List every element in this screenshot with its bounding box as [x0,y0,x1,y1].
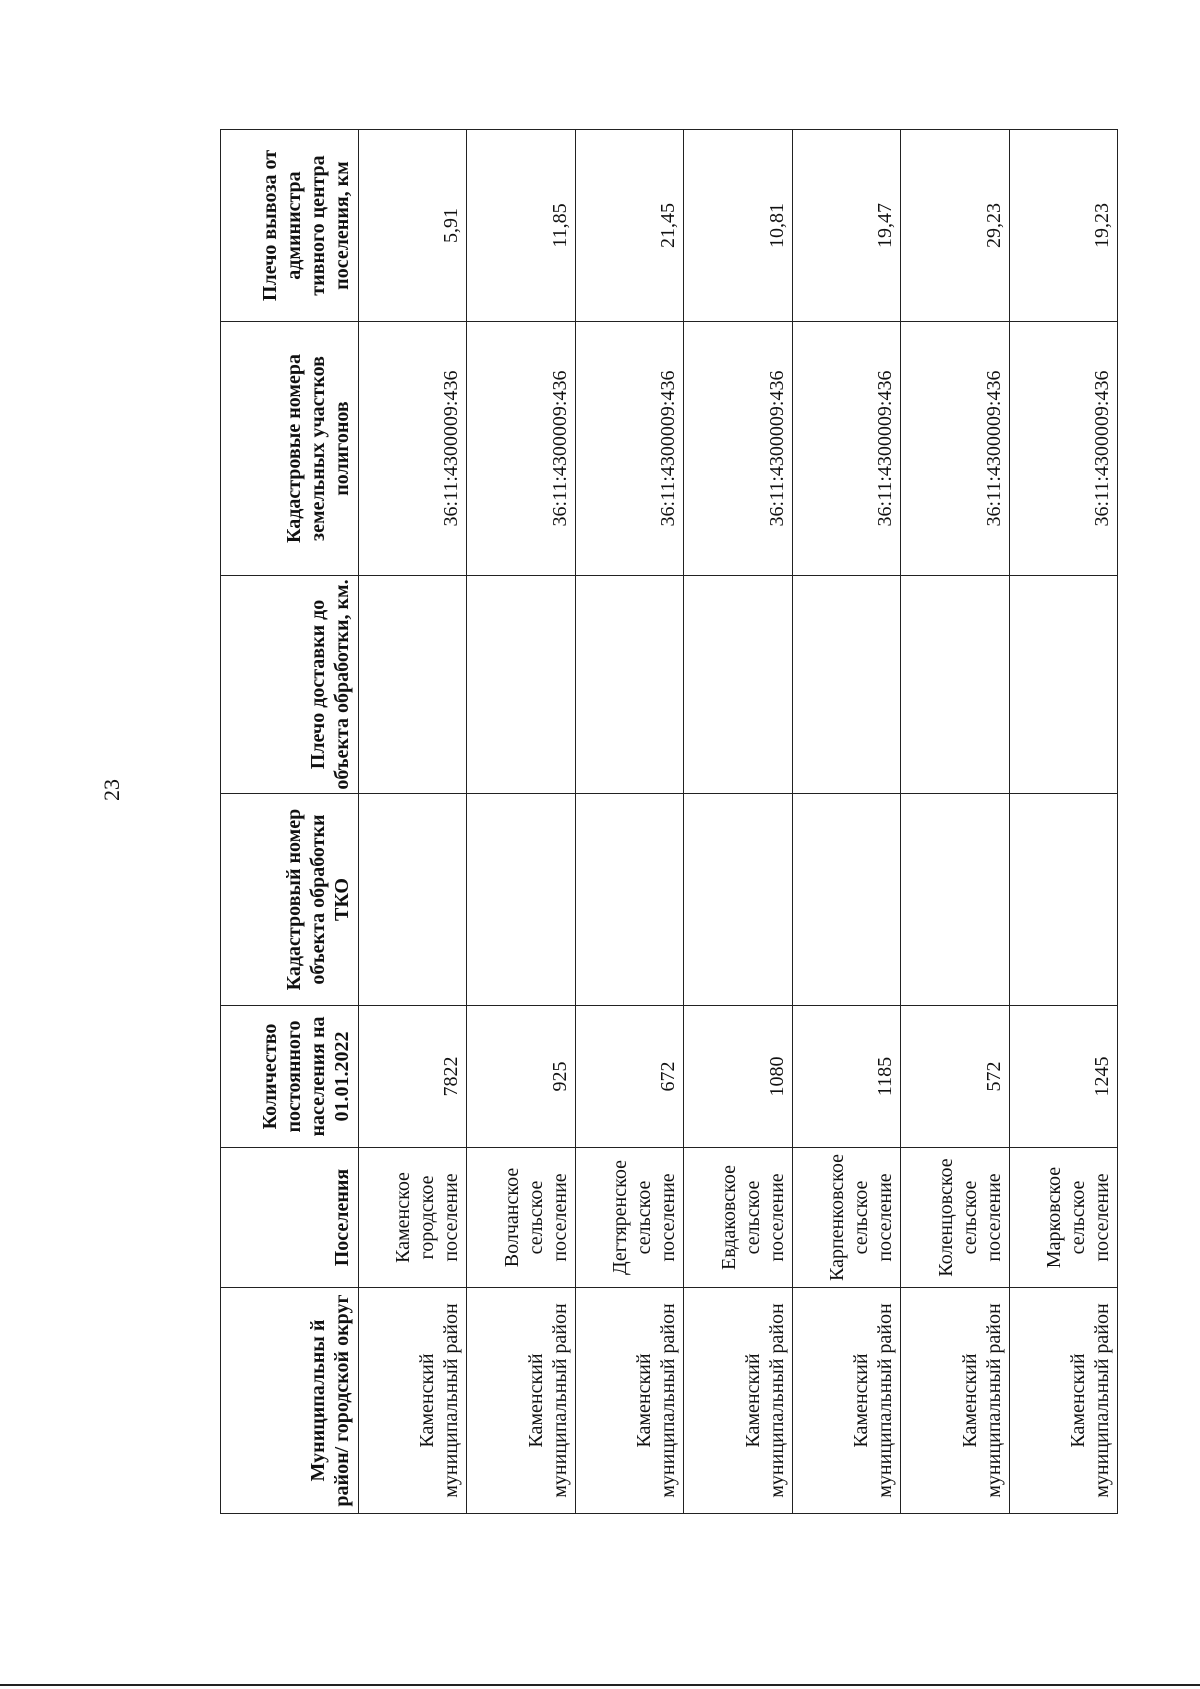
page-bottom-rule [0,1684,1200,1686]
header-district: Муниципальны й район/ городской округ [221,1288,359,1514]
cell-population: 1080 [684,1006,792,1148]
cell-removal-distance: 11,85 [467,130,575,322]
cell-removal-distance: 19,47 [792,130,900,322]
cell-landfill-cadastral: 36:11:4300009:436 [467,322,575,576]
cell-district: Каменский муниципальный район [684,1288,792,1514]
cell-landfill-cadastral: 36:11:4300009:436 [684,322,792,576]
table-row [1009,130,1117,1514]
page-number: 23 [99,779,124,801]
cell-delivery-distance [684,576,792,794]
cell-settlement: Карпенковское сельское поселение [792,1148,900,1288]
cell-cadastral-processing [1009,794,1117,1006]
cell-cadastral-processing [792,794,900,1006]
cell-population: 1185 [792,1006,900,1148]
cell-settlement: Коленцовское сельское поселение [901,1148,1009,1288]
cell-cadastral-processing [684,794,792,1006]
cell-population: 1245 [1009,1006,1117,1148]
cell-settlement: Волчанское сельское поселение [467,1148,575,1288]
header-landfill-cadastral: Кадастровые номера земельных участков полигонов [221,322,359,576]
cell-district: Каменский муниципальный район [467,1288,575,1514]
cell-district: Каменский муниципальный район [792,1288,900,1514]
table-container [220,130,1118,1514]
cell-cadastral-processing [575,794,683,1006]
cell-district: Каменский муниципальный район [901,1288,1009,1514]
cell-landfill-cadastral: 36:11:4300009:436 [575,322,683,576]
cell-district: Каменский муниципальный район [575,1288,683,1514]
table-header-row [221,130,359,1514]
cell-delivery-distance [359,576,467,794]
cell-settlement: Евдаковское сельское поселение [684,1148,792,1288]
cell-population: 925 [467,1006,575,1148]
cell-population: 572 [901,1006,1009,1148]
cell-delivery-distance [792,576,900,794]
cell-population: 672 [575,1006,683,1148]
cell-settlement: Дегтяренское сельское поселение [575,1148,683,1288]
cell-delivery-distance [467,576,575,794]
table-row [901,130,1009,1514]
cell-delivery-distance [1009,576,1117,794]
cell-removal-distance: 10,81 [684,130,792,322]
table-row [359,130,467,1514]
cell-landfill-cadastral: 36:11:4300009:436 [1009,322,1117,576]
cell-population: 7822 [359,1006,467,1148]
cell-cadastral-processing [467,794,575,1006]
cell-settlement: Марковское сельское поселение [1009,1148,1117,1288]
cell-delivery-distance [575,576,683,794]
table-row [575,130,683,1514]
header-removal-distance: Плечо вывоза от администра тивного центра поселения, км [221,130,359,322]
cell-landfill-cadastral: 36:11:4300009:436 [792,322,900,576]
cell-cadastral-processing [359,794,467,1006]
header-settlement: Поселения [221,1148,359,1288]
settlements-table [220,129,1118,1514]
cell-settlement: Каменское городское поселение [359,1148,467,1288]
header-population: Количество постоянного населения на 01.01.2022 [221,1006,359,1148]
table-row [792,130,900,1514]
cell-delivery-distance [901,576,1009,794]
cell-district: Каменский муниципальный район [359,1288,467,1514]
header-cadastral-processing: Кадастровый номер объекта обработки ТКО [221,794,359,1006]
cell-removal-distance: 19,23 [1009,130,1117,322]
cell-removal-distance: 5,91 [359,130,467,322]
table-row [467,130,575,1514]
header-delivery-distance: Плечо доставки до объекта обработки, км. [221,576,359,794]
cell-landfill-cadastral: 36:11:4300009:436 [901,322,1009,576]
table-row [684,130,792,1514]
cell-removal-distance: 29,23 [901,130,1009,322]
cell-cadastral-processing [901,794,1009,1006]
cell-district: Каменский муниципальный район [1009,1288,1117,1514]
cell-landfill-cadastral: 36:11:4300009:436 [359,322,467,576]
cell-removal-distance: 21,45 [575,130,683,322]
